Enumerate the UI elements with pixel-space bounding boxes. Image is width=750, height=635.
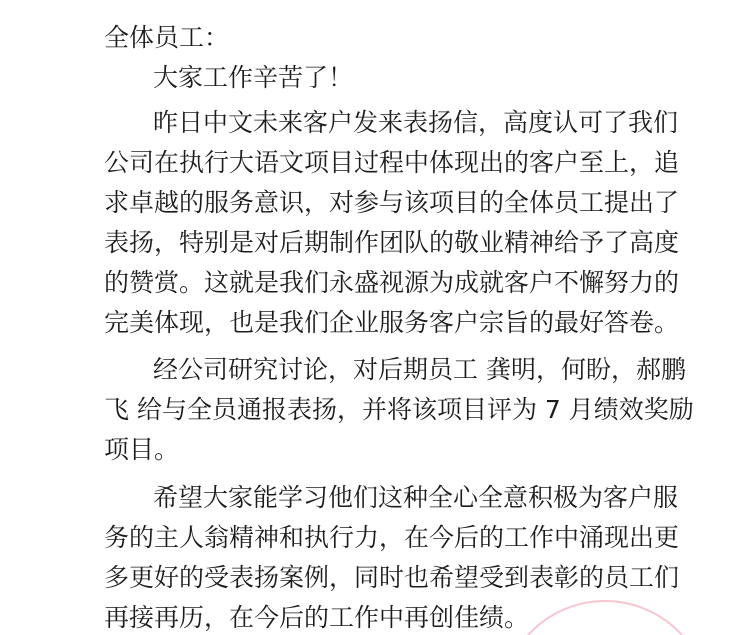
paragraph-text: 再接再历，在今后的工作中再创佳绩。 [104,603,530,632]
greeting-line [0,18,750,58]
paragraph-line [0,350,750,390]
paragraph-line [0,558,750,598]
paragraph-text: 表扬，特别是对后期制作团队的敬业精神给予了高度 [104,228,680,257]
paragraph-line [0,390,750,430]
paragraph-text: 的赞赏。这就是我们永盛视源为成就客户不懈努力的 [104,268,680,297]
paragraph-text: 求卓越的服务意识，对参与该项目的全体员工提出了 [104,188,680,217]
paragraph-line [0,103,750,143]
paragraph-text: 完美体现，也是我们企业服务客户宗旨的最好答卷。 [104,308,680,337]
opening-line [0,58,750,98]
paragraph-line [0,430,750,470]
paragraph-text: 项目。 [104,435,180,464]
paragraph-line [0,518,750,558]
paragraph-line [0,263,750,303]
paragraph-line [0,223,750,263]
paragraph-line [0,143,750,183]
paragraph-line [0,478,750,518]
greeting: 全体员工： [104,23,230,52]
opening: 大家工作辛苦了！ [153,63,354,92]
paragraph-text: 昨日中文未来客户发来表扬信，高度认可了我们 [153,108,679,137]
paragraph-text: 公司在执行大语文项目过程中体现出的客户至上，追 [104,148,680,177]
paragraph-text: 经公司研究讨论，对后期员工 龚明，何盼，郝鹏 [153,355,686,384]
paragraph-text: 务的主人翁精神和执行力，在今后的工作中涌现出更 [104,523,680,552]
paragraph-line [0,183,750,223]
paragraph-text: 多更好的受表扬案例，同时也希望受到表彰的员工们 [104,563,680,592]
paragraph-line [0,303,750,343]
paragraph-text: 希望大家能学习他们这种全心全意积极为客户服 [153,483,679,512]
paragraph-text: 飞 给与全员通报表扬，并将该项目评为 7 月绩效奖励 [104,395,694,424]
